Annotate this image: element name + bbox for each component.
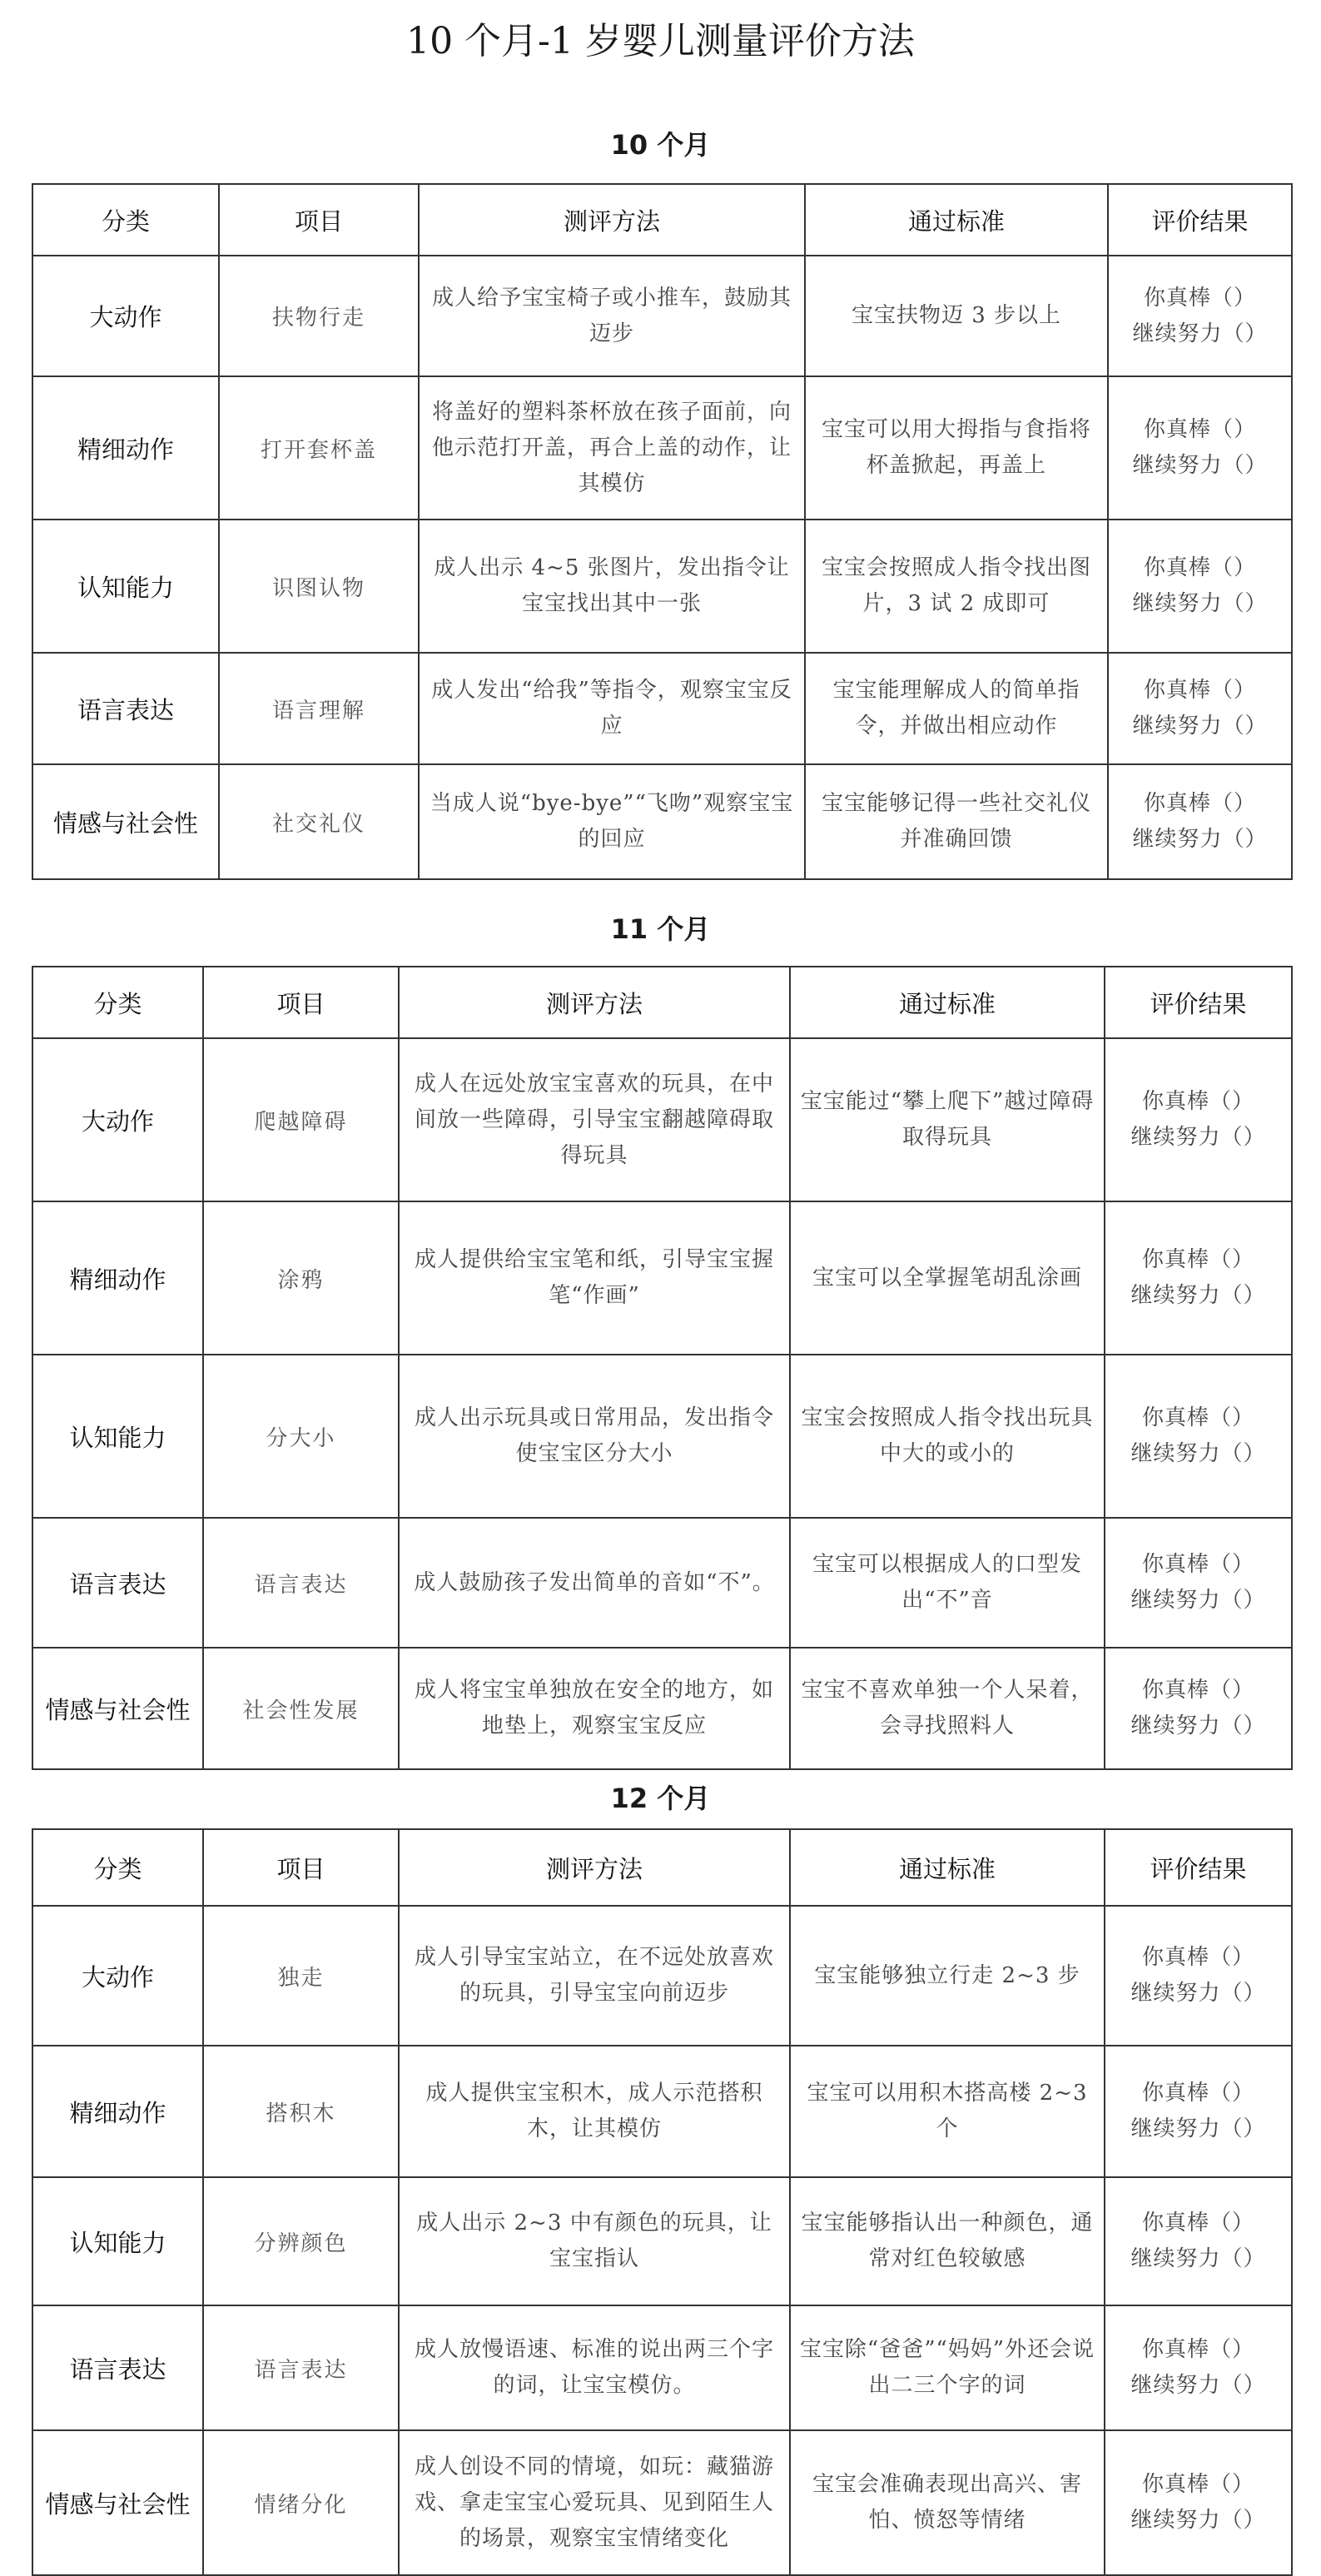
result-keep-trying: 继续努力（） (1130, 2373, 1266, 2398)
row-item: 语言表达 (203, 2305, 399, 2430)
row-standard: 宝宝能理解成人的简单指令，并做出相应动作 (805, 653, 1108, 764)
header-item: 项目 (203, 1829, 399, 1906)
header-item: 项目 (219, 184, 419, 256)
table-row (32, 1906, 1292, 2046)
row-item: 社交礼仪 (219, 764, 419, 879)
row-item: 涂鸦 (203, 1201, 399, 1355)
table-row (32, 2430, 1292, 2575)
row-standard: 宝宝会准确表现出高兴、害怕、愤怒等情绪 (790, 2430, 1105, 2575)
row-result (1108, 520, 1292, 653)
section-title-10-months: 10 个月 (610, 129, 711, 161)
result-keep-trying: 继续努力（） (1130, 1588, 1266, 1613)
evaluation-table-12-months (32, 1828, 1293, 2576)
row-method: 成人给予宝宝椅子或小推车，鼓励其迈步 (419, 256, 805, 376)
row-standard: 宝宝会按照成人指令找出玩具中大的或小的 (790, 1355, 1105, 1518)
row-item: 分辨颜色 (203, 2177, 399, 2305)
row-standard: 宝宝扶物迈 3 步以上 (805, 256, 1108, 376)
header-category: 分类 (32, 967, 203, 1038)
row-item: 语言理解 (219, 653, 419, 764)
table-header-row (32, 967, 1292, 1038)
row-result (1108, 376, 1292, 520)
row-method: 成人发出“给我”等指令，观察宝宝反应 (419, 653, 805, 764)
header-method: 测评方法 (419, 184, 805, 256)
row-item: 语言表达 (203, 1518, 399, 1648)
table-header-row (32, 1829, 1292, 1906)
row-result (1105, 1038, 1292, 1201)
row-result (1105, 2177, 1292, 2305)
result-keep-trying: 继续努力（） (1130, 2246, 1266, 2271)
row-category: 情感与社会性 (32, 764, 219, 879)
row-result (1108, 256, 1292, 376)
row-method: 成人鼓励孩子发出简单的音如“不”。 (399, 1518, 790, 1648)
result-great: 你真棒（） (1141, 1945, 1254, 1970)
table-header-row (32, 184, 1292, 256)
row-standard: 宝宝能够记得一些社交礼仪并准确回馈 (805, 764, 1108, 879)
result-great: 你真棒（） (1143, 678, 1256, 703)
table-row (32, 1355, 1292, 1518)
result-keep-trying: 继续努力（） (1130, 1441, 1266, 1466)
result-keep-trying: 继续努力（） (1132, 827, 1268, 852)
table-row (32, 1201, 1292, 1355)
header-category: 分类 (32, 184, 219, 256)
header-item: 项目 (203, 967, 399, 1038)
row-method: 将盖好的塑料茶杯放在孩子面前，向他示范打开盖，再合上盖的动作，让其模仿 (419, 376, 805, 520)
table-row (32, 256, 1292, 376)
row-result (1105, 1518, 1292, 1648)
table-row (32, 2177, 1292, 2305)
row-category: 语言表达 (32, 2305, 203, 2430)
result-great: 你真棒（） (1143, 555, 1256, 580)
result-great: 你真棒（） (1143, 417, 1256, 442)
table-row (32, 520, 1292, 653)
section-title-11-months: 11 个月 (610, 913, 711, 945)
header-standard: 通过标准 (805, 184, 1108, 256)
result-great: 你真棒（） (1141, 1678, 1254, 1703)
row-standard: 宝宝可以用积木搭高楼 2~3 个 (790, 2046, 1105, 2177)
result-keep-trying: 继续努力（） (1132, 321, 1268, 346)
row-result (1105, 1648, 1292, 1769)
row-standard: 宝宝能够指认出一种颜色，通常对红色较敏感 (790, 2177, 1105, 2305)
row-item: 爬越障碍 (203, 1038, 399, 1201)
row-item: 扶物行走 (219, 256, 419, 376)
row-category: 精细动作 (32, 2046, 203, 2177)
result-keep-trying: 继续努力（） (1130, 1283, 1266, 1308)
row-category: 大动作 (32, 1038, 203, 1201)
result-great: 你真棒（） (1143, 285, 1256, 311)
row-result (1105, 1355, 1292, 1518)
row-item: 情绪分化 (203, 2430, 399, 2575)
row-result (1108, 653, 1292, 764)
section-title-12-months: 12 个月 (610, 1783, 711, 1814)
result-keep-trying: 继续努力（） (1130, 1125, 1266, 1150)
row-category: 情感与社会性 (32, 2430, 203, 2575)
result-keep-trying: 继续努力（） (1130, 1981, 1266, 2006)
result-keep-trying: 继续努力（） (1130, 2508, 1266, 2533)
header-result: 评价结果 (1108, 184, 1292, 256)
row-method: 成人将宝宝单独放在安全的地方，如地垫上，观察宝宝反应 (399, 1648, 790, 1769)
table-row (32, 1518, 1292, 1648)
header-standard: 通过标准 (790, 967, 1105, 1038)
result-keep-trying: 继续努力（） (1132, 714, 1268, 738)
table-row (32, 2305, 1292, 2430)
row-method: 成人出示 4~5 张图片，发出指令让宝宝找出其中一张 (419, 520, 805, 653)
row-category: 情感与社会性 (32, 1648, 203, 1769)
row-category: 语言表达 (32, 1518, 203, 1648)
row-method: 成人在远处放宝宝喜欢的玩具，在中间放一些障碍，引导宝宝翻越障碍取得玩具 (399, 1038, 790, 1201)
header-result: 评价结果 (1105, 1829, 1292, 1906)
result-great: 你真棒（） (1141, 1247, 1254, 1272)
row-method: 当成人说“bye-bye”“飞吻”观察宝宝的回应 (419, 764, 805, 879)
table-row (32, 1648, 1292, 1769)
row-method: 成人提供给宝宝笔和纸，引导宝宝握笔“作画” (399, 1201, 790, 1355)
evaluation-table-11-months (32, 966, 1293, 1770)
row-result (1105, 1906, 1292, 2046)
row-standard: 宝宝不喜欢单独一个人呆着，会寻找照料人 (790, 1648, 1105, 1769)
table-row (32, 1038, 1292, 1201)
row-category: 认知能力 (32, 1355, 203, 1518)
row-item: 搭积木 (203, 2046, 399, 2177)
row-item: 打开套杯盖 (219, 376, 419, 520)
row-category: 精细动作 (32, 376, 219, 520)
result-great: 你真棒（） (1141, 1089, 1254, 1114)
row-method: 成人提供宝宝积木，成人示范搭积木，让其模仿 (399, 2046, 790, 2177)
row-standard: 宝宝可以全掌握笔胡乱涂画 (790, 1201, 1105, 1355)
header-result: 评价结果 (1105, 967, 1292, 1038)
result-great: 你真棒（） (1141, 1405, 1254, 1430)
row-item: 分大小 (203, 1355, 399, 1518)
row-item: 独走 (203, 1906, 399, 2046)
row-category: 语言表达 (32, 653, 219, 764)
row-standard: 宝宝除“爸爸”“妈妈”外还会说出二三个字的词 (790, 2305, 1105, 2430)
result-great: 你真棒（） (1141, 2210, 1254, 2235)
row-category: 认知能力 (32, 2177, 203, 2305)
row-method: 成人引导宝宝站立，在不远处放喜欢的玩具，引导宝宝向前迈步 (399, 1906, 790, 2046)
row-method: 成人放慢语速、标准的说出两三个字的词，让宝宝模仿。 (399, 2305, 790, 2430)
header-standard: 通过标准 (790, 1829, 1105, 1906)
header-category: 分类 (32, 1829, 203, 1906)
table-row (32, 2046, 1292, 2177)
row-method: 成人出示玩具或日常用品，发出指令使宝宝区分大小 (399, 1355, 790, 1518)
result-keep-trying: 继续努力（） (1130, 2116, 1266, 2141)
row-method: 成人创设不同的情境，如玩：藏猫游戏、拿走宝宝心爱玩具、见到陌生人的场景，观察宝宝情绪变化 (399, 2430, 790, 2575)
row-result (1105, 2305, 1292, 2430)
row-result (1105, 1201, 1292, 1355)
row-standard: 宝宝可以用大拇指与食指将杯盖掀起，再盖上 (805, 376, 1108, 520)
table-row (32, 376, 1292, 520)
result-great: 你真棒（） (1141, 2337, 1254, 2362)
row-result (1105, 2046, 1292, 2177)
row-standard: 宝宝可以根据成人的口型发出“不”音 (790, 1518, 1105, 1648)
result-great: 你真棒（） (1141, 1552, 1254, 1577)
row-item: 识图认物 (219, 520, 419, 653)
header-method: 测评方法 (399, 967, 790, 1038)
result-great: 你真棒（） (1141, 2472, 1254, 2497)
row-method: 成人出示 2~3 中有颜色的玩具，让宝宝指认 (399, 2177, 790, 2305)
header-method: 测评方法 (399, 1829, 790, 1906)
document-title: 10 个月-1 岁婴儿测量评价方法 (406, 20, 915, 62)
row-category: 认知能力 (32, 520, 219, 653)
evaluation-table-10-months (32, 183, 1293, 880)
table-row (32, 764, 1292, 879)
row-category: 大动作 (32, 1906, 203, 2046)
result-keep-trying: 继续努力（） (1130, 1713, 1266, 1738)
result-great: 你真棒（） (1143, 791, 1256, 816)
table-row (32, 653, 1292, 764)
row-result (1105, 2430, 1292, 2575)
row-standard: 宝宝会按照成人指令找出图片，3 试 2 成即可 (805, 520, 1108, 653)
row-standard: 宝宝能过“攀上爬下”越过障碍取得玩具 (790, 1038, 1105, 1201)
row-standard: 宝宝能够独立行走 2~3 步 (790, 1906, 1105, 2046)
result-keep-trying: 继续努力（） (1132, 591, 1268, 616)
row-item: 社会性发展 (203, 1648, 399, 1769)
result-great: 你真棒（） (1141, 2081, 1254, 2106)
row-result (1108, 764, 1292, 879)
row-category: 大动作 (32, 256, 219, 376)
row-category: 精细动作 (32, 1201, 203, 1355)
result-keep-trying: 继续努力（） (1132, 453, 1268, 478)
